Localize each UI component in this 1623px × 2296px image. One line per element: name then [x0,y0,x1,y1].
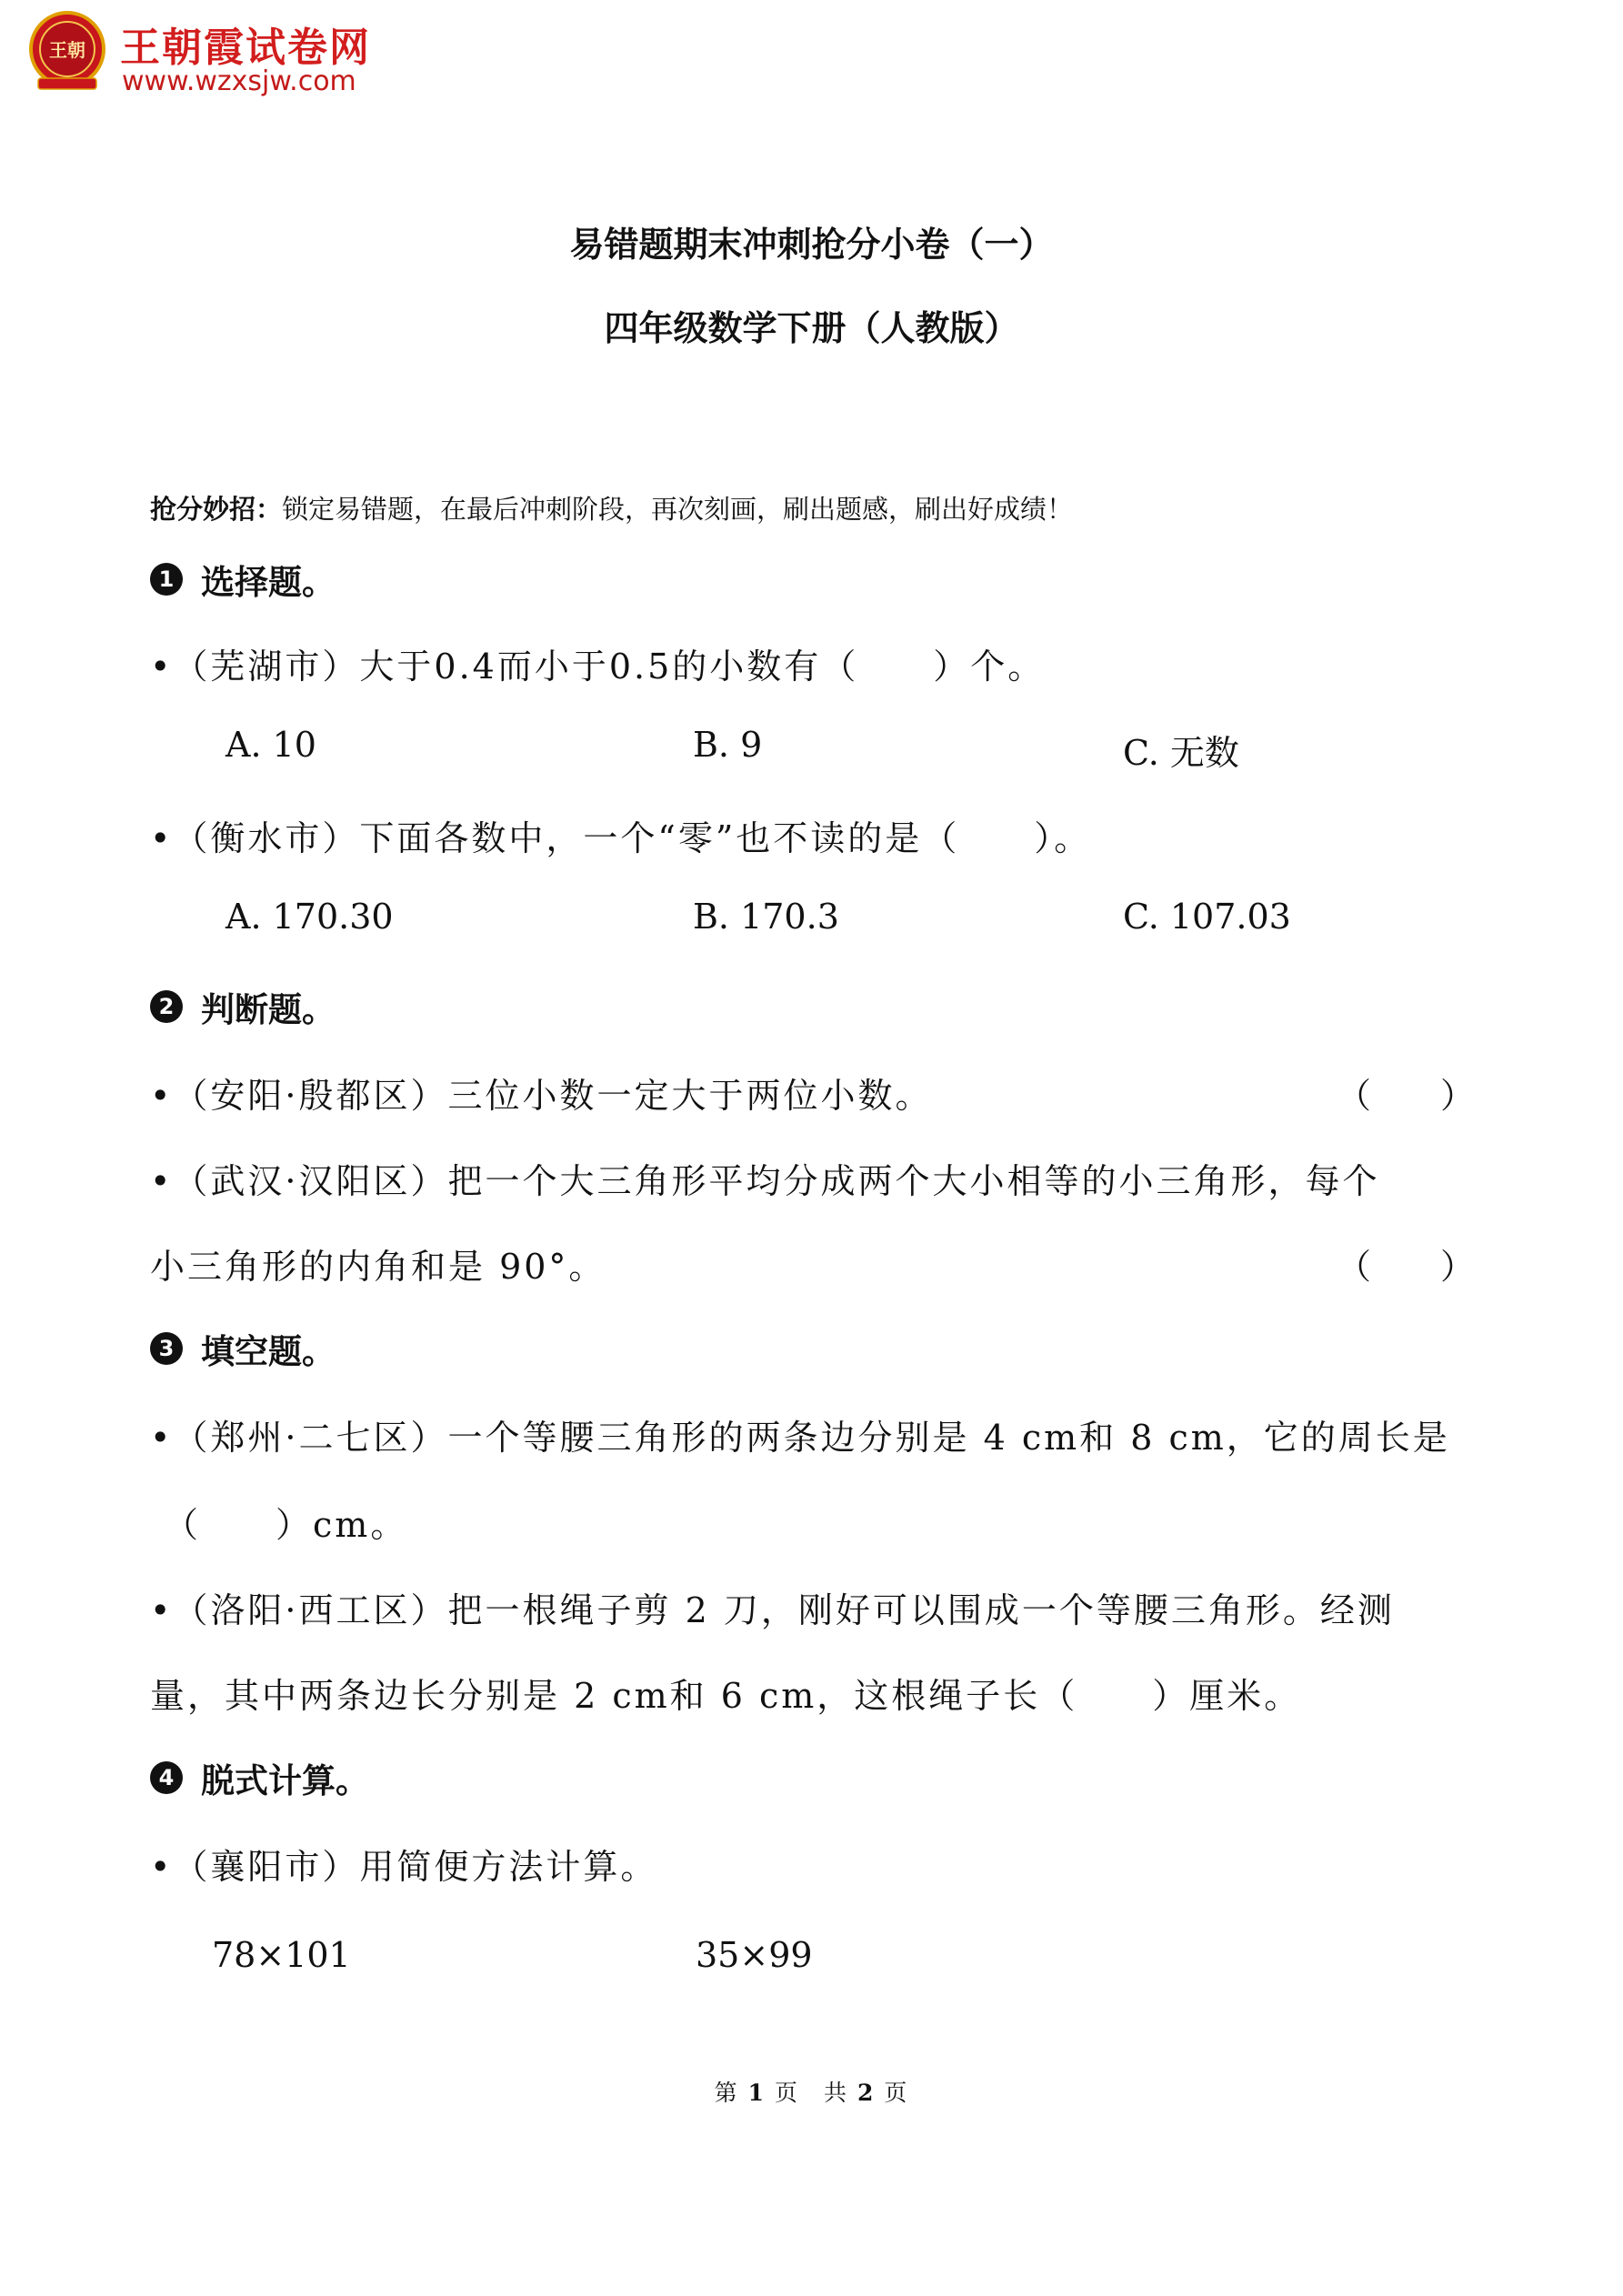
question-text-continued: （ ）cm。 [164,1505,408,1545]
calc-expression-2: 35×99 [696,1935,813,1975]
option-b: B. 170.3 [693,897,839,937]
section-judge-heading [150,982,336,1031]
tip-line [150,489,1073,526]
page-footer [0,2075,1623,2108]
footer-prefix: 第 [714,2080,739,2106]
section-choice-heading [150,555,336,604]
svg-text:王朝: 王朝 [49,39,85,61]
site-url[interactable]: www.wzxsjw.com [122,65,356,97]
section-number-badge: 3 [150,1332,183,1365]
document-title: 易错题期末冲刺抢分小卷（一） [569,224,1054,265]
site-logo-badge [25,9,109,93]
question-text: •（安阳·殷都区）三位小数一定大于两位小数。 [150,1076,933,1116]
option-a: A. 10 [225,725,316,765]
section-title: 选择题。 [201,562,336,602]
footer-mid: 页 共 [774,2080,848,2106]
section-fill-heading [150,1324,336,1373]
question-text: •（武汉·汉阳区）把一个大三角形平均分成两个大小相等的小三角形，每个 [150,1161,1380,1201]
section-number-badge: 4 [150,1761,183,1794]
section-title: 判断题。 [201,989,336,1029]
question-text: •（芜湖市）大于0.4而小于0.5的小数有（ ）个。 [150,647,1046,687]
question-text: •（洛阳·西工区）把一根绳子剪 2 刀，刚好可以围成一个等腰三角形。经测 [150,1590,1395,1630]
question-text-continued: 量，其中两条边长分别是 2 cm和 6 cm，这根绳子长（ ）厘米。 [150,1676,1302,1716]
document-subtitle: 四年级数学下册（人教版） [604,307,1019,348]
question-text-continued: 小三角形的内角和是 90°。 [150,1247,606,1287]
page-number: 1 [747,2080,766,2106]
tip-text: 锁定易错题，在最后冲刺阶段，再次刻画，刷出题感，刷出好成绩！ [282,494,1074,525]
section-number-badge: 1 [150,563,183,596]
section-title: 脱式计算。 [201,1760,369,1800]
question-text: •（襄阳市）用简便方法计算。 [150,1847,658,1887]
option-a: A. 170.30 [225,897,394,937]
answer-parentheses: （ ） [1337,1247,1476,1287]
site-brand-name[interactable]: 王朝霞试卷网 [120,25,371,71]
option-c: C. 无数 [1123,733,1239,773]
total-pages: 2 [857,2080,876,2106]
calc-expression-1: 78×101 [212,1935,351,1975]
tip-label: 抢分妙招： [150,494,283,525]
section-calc-heading [150,1753,369,1802]
question-text: •（衡水市）下面各数中，一个“零”也不读的是（ ）。 [150,818,1092,858]
answer-parentheses: （ ） [1337,1076,1476,1116]
footer-suffix: 页 [884,2080,909,2106]
section-number-badge: 2 [150,990,183,1023]
question-text: •（郑州·二七区）一个等腰三角形的两条边分别是 4 cm和 8 cm，它的周长是 [150,1418,1450,1458]
section-title: 填空题。 [201,1331,336,1371]
option-c: C. 107.03 [1123,897,1291,937]
option-b: B. 9 [693,725,763,765]
